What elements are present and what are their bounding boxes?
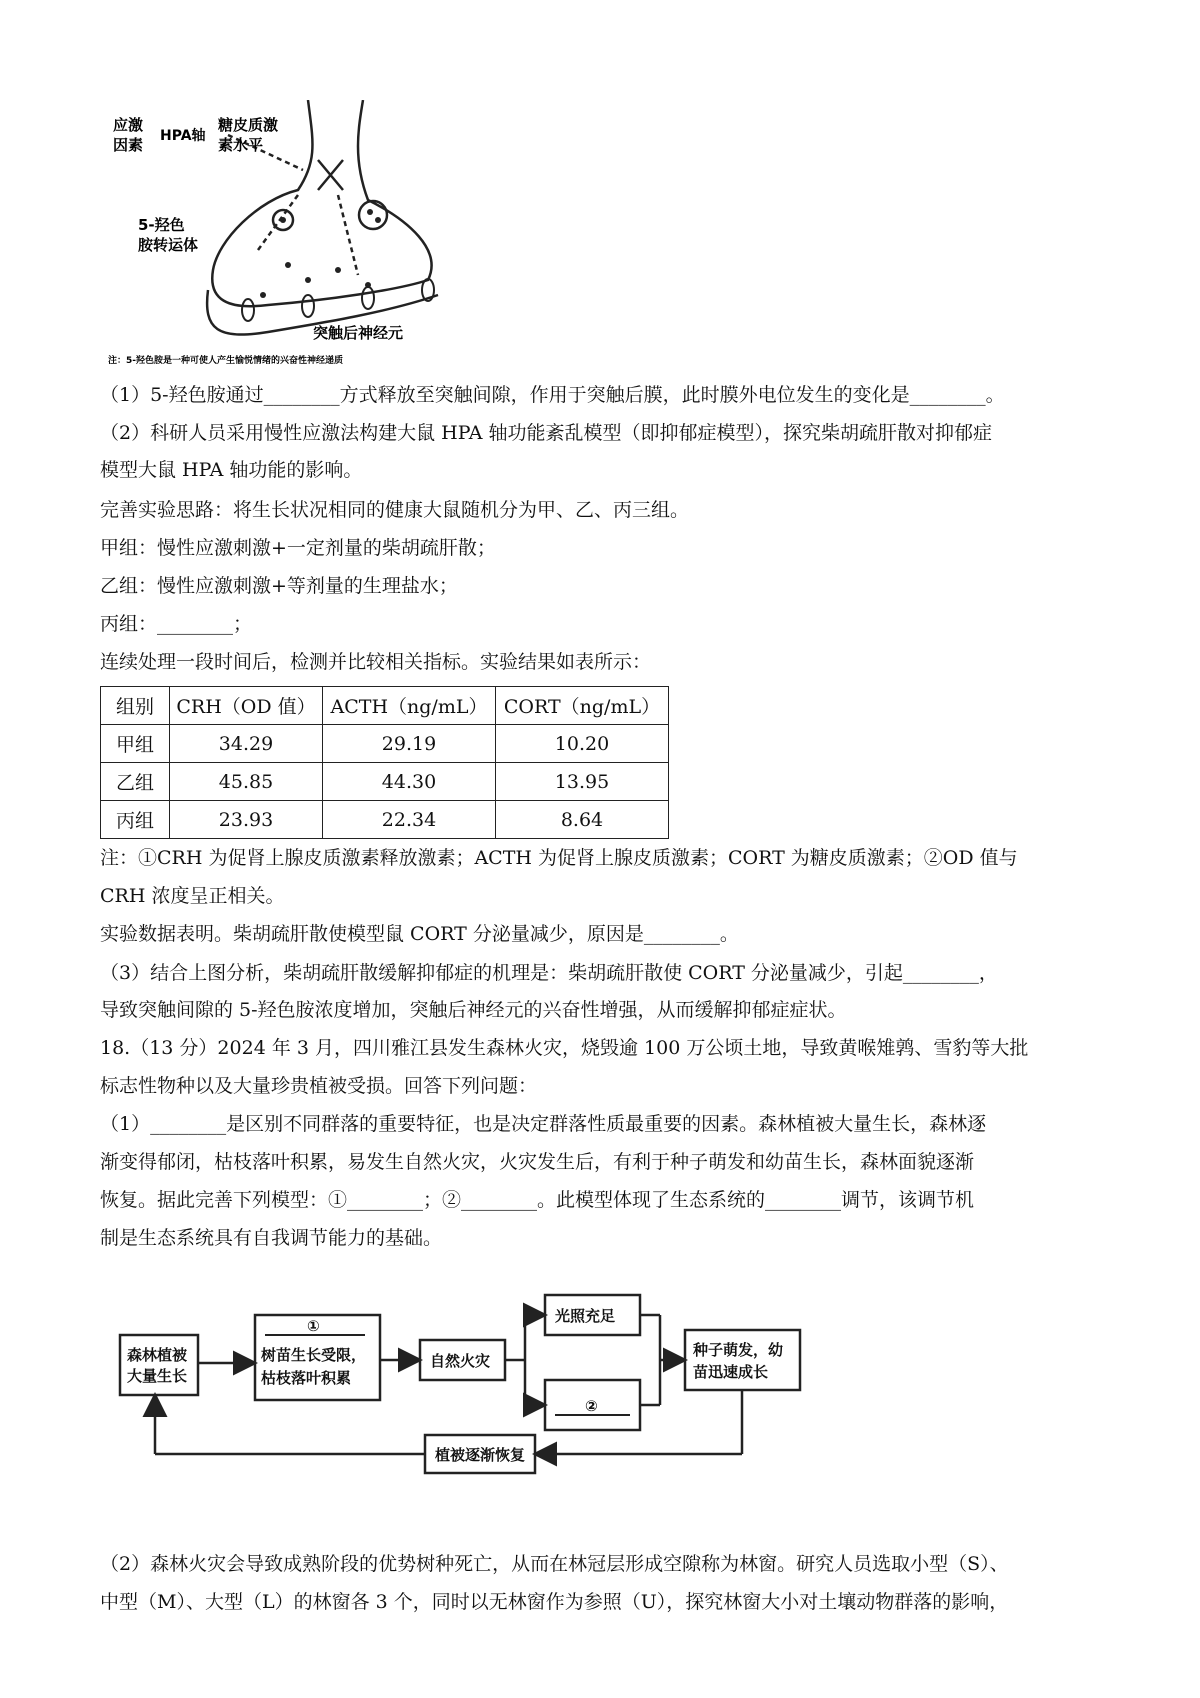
q17-table-intro: 连续处理一段时间后，检测并比较相关指标。实验结果如表所示： [100, 651, 652, 673]
q17-part2-line2: 模型大鼠 HPA 轴功能的影响。 [100, 459, 363, 481]
q17-group-b: 乙组：慢性应激刺激+等剂量的生理盐水； [100, 575, 458, 597]
box2-text-2: 枯枝落叶积累 [261, 1369, 352, 1387]
box1-text-2: 大量生长 [127, 1367, 188, 1385]
box1-text-1: 森林植被 [127, 1346, 188, 1364]
table-header: ACTH（ng/mL） [323, 687, 496, 725]
label-glucocorticoid-1: 糖皮质激 [218, 116, 279, 134]
box-forest-growth [120, 1335, 198, 1395]
feedback-model-diagram [115, 1275, 815, 1475]
table-row [101, 801, 669, 839]
box5-blank-marker: ② [585, 1397, 598, 1415]
table-cell: 8.64 [496, 801, 669, 839]
box2-text-1: 树苗生长受限， [261, 1346, 367, 1364]
table-cell: 34.29 [170, 725, 323, 763]
q17-group-a: 甲组：慢性应激刺激+一定剂量的柴胡疏肝散； [100, 537, 496, 559]
box-seed-germination [685, 1330, 800, 1390]
label-transporter-1: 5-羟色 [138, 216, 185, 234]
results-table [100, 686, 669, 839]
box4-text: 光照充足 [555, 1307, 616, 1325]
box3-text: 自然火灾 [430, 1352, 491, 1370]
arrow-to-postsynaptic [338, 195, 358, 275]
q17-note-line2: CRH 浓度呈正相关。 [100, 885, 285, 907]
q18-line8: 中型（M）、大型（L）的林窗各 3 个，同时以无林窗作为参照（U），探究林窗大小对土壤动物群落的影响， [100, 1591, 1009, 1613]
table-header: 组别 [101, 687, 170, 725]
label-postsynaptic-neuron: 突触后神经元 [313, 324, 404, 342]
q18-line2: 标志性物种以及大量珍贵植被受损。回答下列问题： [100, 1075, 538, 1097]
table-row [101, 725, 669, 763]
label-stress-factor-2: 因素 [113, 136, 144, 154]
table-cell: 29.19 [323, 725, 496, 763]
table-cell: 13.95 [496, 763, 669, 801]
box6-text-2: 苗迅速成长 [693, 1363, 769, 1381]
synapse-diagram-svg [108, 100, 508, 370]
q17-experiment-idea: 完善实验思路：将生长状况相同的健康大鼠随机分为甲、乙、丙三组。 [100, 499, 690, 521]
label-hpa-axis: HPA轴 [160, 128, 206, 144]
box6-text-1: 种子萌发，幼 [693, 1341, 784, 1359]
q17-group-c: 丙组：________； [100, 613, 253, 635]
table-cell: 44.30 [323, 763, 496, 801]
synaptic-vesicle-outline [318, 160, 343, 190]
q18-line4: 渐变得郁闭，枯枝落叶积累，易发生自然火灾，火灾发生后，有利于种子萌发和幼苗生长，森林面貌逐渐 [100, 1151, 975, 1173]
box2-blank-marker: ① [307, 1317, 320, 1335]
q17-note-line1: 注：①CRH 为促肾上腺皮质激素释放激素；ACTH 为促肾上腺皮质激素；CORT 为糖皮质激素；②OD 值与 [100, 847, 1018, 869]
q18-line7: （2）森林火灾会导致成熟阶段的优势树种死亡，从而在林冠层形成空隙称为林窗。研究人员选取小型（S）、 [100, 1553, 1009, 1575]
q17-part1: （1）5-羟色胺通过________方式释放至突触间隙，作用于突触后膜，此时膜外电位发生的变化是________。 [100, 384, 1005, 406]
q17-part3-line1: （3）结合上图分析，柴胡疏肝散缓解抑郁症的机理是：柴胡疏肝散使 CORT 分泌量减少，引起________， [100, 962, 998, 984]
feedback-model-svg [115, 1275, 815, 1475]
table-header-row [101, 687, 669, 725]
table-cell: 丙组 [101, 801, 170, 839]
q17-part3-line2: 导致突触间隙的 5-羟色胺浓度增加，突触后神经元的兴奋性增强，从而缓解抑郁症症状。 [100, 999, 847, 1021]
q18-line5: 恢复。据此完善下列模型：①________；②________。此模型体现了生态系统的________调节，该调节机 [100, 1189, 975, 1211]
q18-line1: 18.（13 分）2024 年 3 月，四川雅江县发生森林火灾，烧毁逾 100 万公顷土地，导致黄喉雉鹑、雪豹等大批 [100, 1037, 1029, 1059]
table-cell: 45.85 [170, 763, 323, 801]
table-cell: 22.34 [323, 801, 496, 839]
box7-text: 植被逐渐恢复 [435, 1446, 526, 1464]
figure1-note: 注：5-羟色胺是一种可使人产生愉悦情绪的兴奋性神经递质 [108, 356, 343, 366]
label-glucocorticoid-2: 素水平 [218, 136, 264, 154]
vesicle-2 [359, 201, 387, 229]
table-header: CORT（ng/mL） [496, 687, 669, 725]
q17-part2-line1: （2）科研人员采用慢性应激法构建大鼠 HPA 轴功能紊乱模型（即抑郁症模型），探究柴胡疏肝散对抑郁症 [100, 422, 993, 444]
label-transporter-2: 胺转运体 [138, 236, 199, 254]
table-cell: 甲组 [101, 725, 170, 763]
q18-line3: （1）________是区别不同群落的重要特征，也是决定群落性质最重要的因素。森林植被大量生长，森林逐 [100, 1113, 987, 1135]
q17-data-conclusion: 实验数据表明。柴胡疏肝散使模型鼠 CORT 分泌量减少，原因是________。 [100, 923, 739, 945]
table-header: CRH（OD 值） [170, 687, 323, 725]
table-cell: 23.93 [170, 801, 323, 839]
table-cell: 10.20 [496, 725, 669, 763]
table-row [101, 763, 669, 801]
table-cell: 乙组 [101, 763, 170, 801]
label-stress-factor-1: 应激 [113, 116, 144, 134]
synapse-diagram [108, 100, 508, 370]
q18-line6: 制是生态系统具有自我调节能力的基础。 [100, 1227, 443, 1249]
